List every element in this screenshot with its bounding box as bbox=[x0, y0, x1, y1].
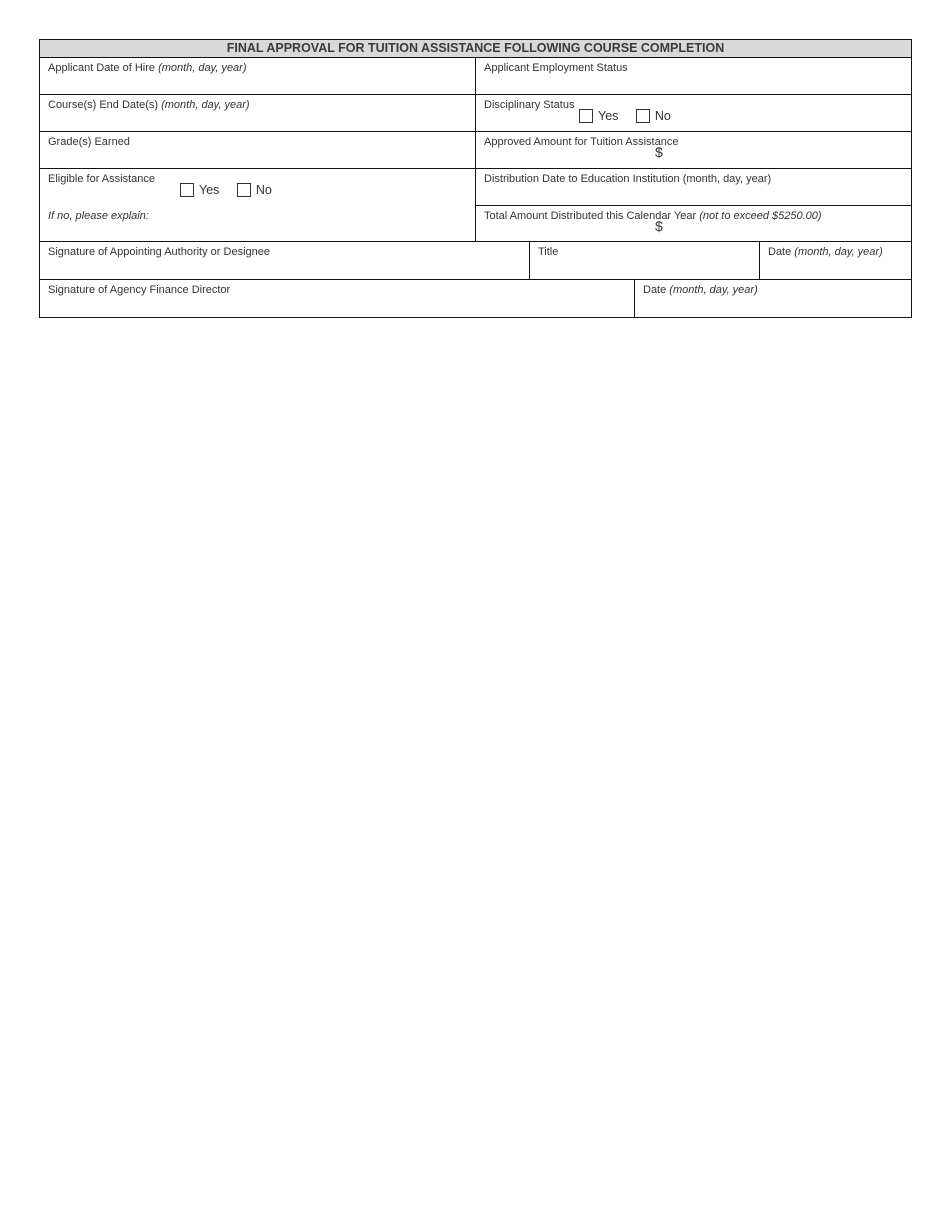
disciplinary-status-label: Disciplinary Status bbox=[484, 99, 575, 111]
grades-label: Grade(s) Earned bbox=[48, 136, 130, 148]
disciplinary-status-field bbox=[475, 95, 911, 131]
eligible-explain-label: If no, please explain: bbox=[48, 210, 149, 222]
eligible-yes-checkbox[interactable] bbox=[180, 183, 194, 197]
end-dates-field[interactable] bbox=[40, 95, 475, 131]
disciplinary-no-checkbox[interactable] bbox=[636, 109, 650, 123]
end-dates-hint: (month, day, year) bbox=[161, 99, 250, 111]
total-distributed-hint: (not to exceed $5250.00) bbox=[699, 210, 822, 222]
end-dates-label: Course(s) End Date(s) bbox=[48, 99, 162, 111]
eligible-field bbox=[40, 169, 475, 241]
grades-field[interactable] bbox=[40, 132, 475, 168]
tuition-approval-form bbox=[39, 39, 912, 318]
eligible-yes-option[interactable] bbox=[180, 183, 219, 197]
employment-status-label: Applicant Employment Status bbox=[484, 62, 628, 74]
eligible-options bbox=[180, 183, 272, 199]
finance-signature-label: Signature of Agency Finance Director bbox=[48, 284, 231, 296]
eligible-label: Eligible for Assistance bbox=[48, 173, 155, 185]
finance-date-field[interactable] bbox=[634, 280, 911, 317]
distribution-date-field[interactable] bbox=[476, 169, 911, 206]
hire-date-field[interactable] bbox=[40, 58, 475, 94]
eligible-no-option[interactable] bbox=[237, 183, 272, 197]
title-field[interactable] bbox=[529, 242, 759, 279]
hire-date-hint: (month, day, year) bbox=[158, 62, 247, 74]
approved-amount-currency: $ bbox=[655, 144, 663, 160]
finance-date-hint: (month, day, year) bbox=[669, 284, 758, 296]
total-distributed-field[interactable] bbox=[476, 206, 911, 241]
disciplinary-yes-label: Yes bbox=[598, 109, 619, 123]
finance-signature-field[interactable] bbox=[40, 280, 634, 317]
row-enddate-disciplinary bbox=[39, 95, 912, 132]
row-grades-amount bbox=[39, 132, 912, 169]
approved-amount-label: Approved Amount for Tuition Assistance bbox=[484, 136, 679, 148]
total-distributed-currency: $ bbox=[655, 218, 663, 234]
eligible-no-label: No bbox=[255, 183, 272, 197]
finance-date-label: Date bbox=[643, 284, 670, 296]
row-eligible-distribution bbox=[39, 169, 912, 242]
total-distributed-label: Total Amount Distributed this Calendar Year bbox=[484, 210, 700, 222]
row-authority-signature bbox=[39, 242, 912, 280]
form-title: FINAL APPROVAL FOR TUITION ASSISTANCE FOLLOWING COURSE COMPLETION bbox=[39, 39, 912, 58]
distribution-column bbox=[475, 169, 911, 241]
authority-signature-label: Signature of Appointing Authority or Designee bbox=[48, 246, 270, 258]
eligible-no-checkbox[interactable] bbox=[237, 183, 251, 197]
row-finance-signature bbox=[39, 280, 912, 318]
disciplinary-no-label: No bbox=[654, 109, 671, 123]
authority-date-hint: (month, day, year) bbox=[794, 246, 883, 258]
authority-date-field[interactable] bbox=[759, 242, 911, 279]
approved-amount-field[interactable] bbox=[475, 132, 911, 168]
authority-date-label: Date bbox=[768, 246, 795, 258]
hire-date-label: Applicant Date of Hire bbox=[48, 62, 159, 74]
row-hire-status bbox=[39, 58, 912, 95]
disciplinary-yes-checkbox[interactable] bbox=[579, 109, 593, 123]
disciplinary-options bbox=[579, 109, 671, 125]
eligible-yes-label: Yes bbox=[199, 183, 220, 197]
authority-signature-field[interactable] bbox=[40, 242, 529, 279]
disciplinary-no-option[interactable] bbox=[636, 109, 671, 123]
disciplinary-yes-option[interactable] bbox=[579, 109, 618, 123]
employment-status-field[interactable] bbox=[475, 58, 911, 94]
distribution-date-label: Distribution Date to Education Institution (month, day, year) bbox=[484, 173, 772, 185]
title-label: Title bbox=[538, 246, 559, 258]
